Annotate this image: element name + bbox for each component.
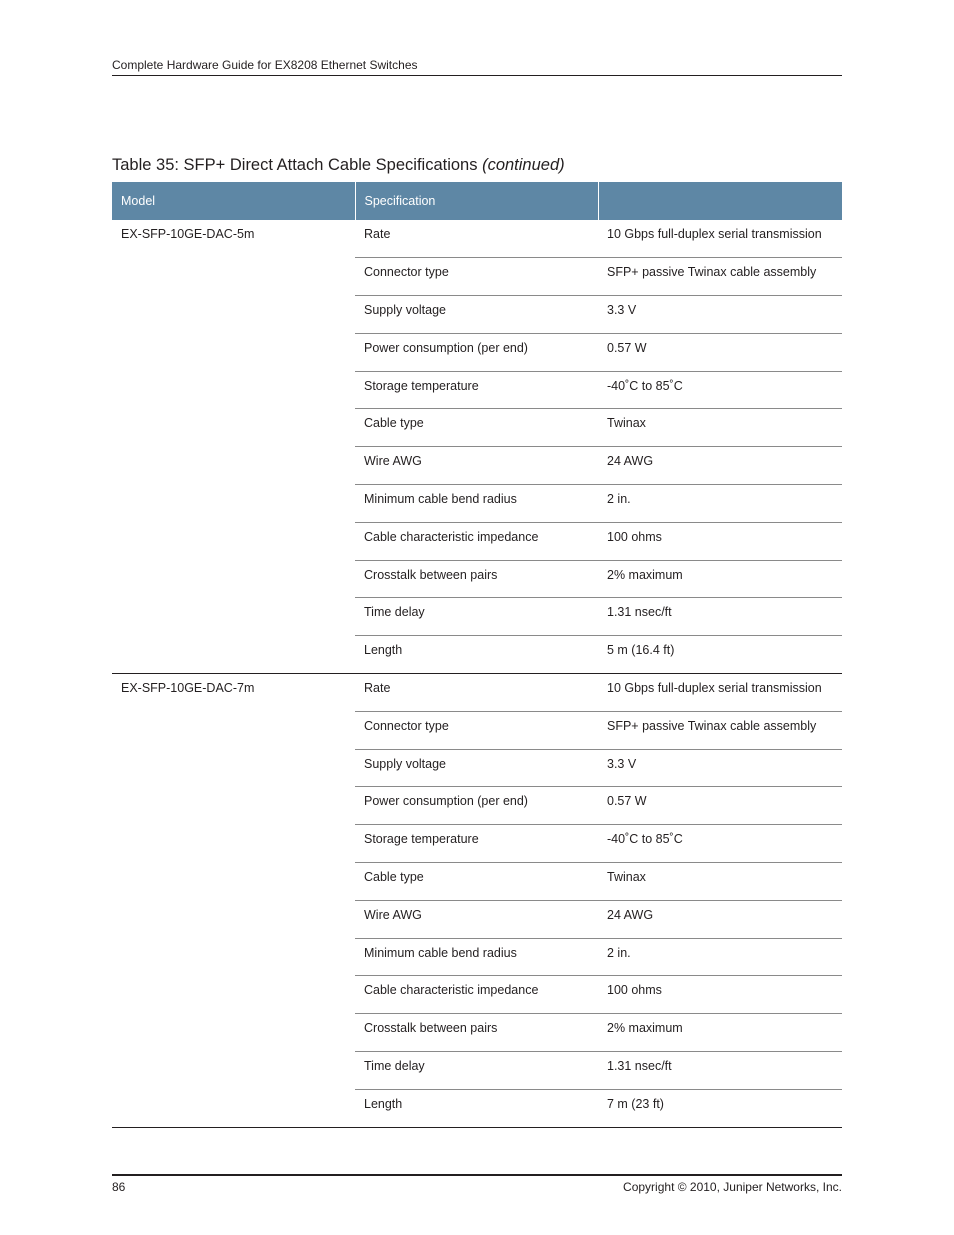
value-cell: 10 Gbps full-duplex serial transmission xyxy=(598,220,842,258)
specification-cell: Length xyxy=(355,636,598,674)
copyright-notice: Copyright © 2010, Juniper Networks, Inc. xyxy=(623,1180,842,1194)
specification-cell: Time delay xyxy=(355,598,598,636)
table-header-row xyxy=(112,182,842,220)
value-cell: SFP+ passive Twinax cable assembly xyxy=(598,711,842,749)
model-cell: EX-SFP-10GE-DAC-7m xyxy=(112,674,355,1128)
specification-cell: Storage temperature xyxy=(355,825,598,863)
value-cell: 24 AWG xyxy=(598,447,842,485)
specification-cell: Supply voltage xyxy=(355,296,598,334)
value-cell: 100 ohms xyxy=(598,522,842,560)
value-cell: 3.3 V xyxy=(598,749,842,787)
specification-cell: Length xyxy=(355,1089,598,1127)
table-caption-title: Table 35: SFP+ Direct Attach Cable Specifications xyxy=(112,156,483,174)
specification-cell: Minimum cable bend radius xyxy=(355,485,598,523)
specification-cell: Cable type xyxy=(355,409,598,447)
specification-cell: Time delay xyxy=(355,1052,598,1090)
value-cell: 0.57 W xyxy=(598,333,842,371)
value-cell: 2% maximum xyxy=(598,1014,842,1052)
value-cell: 1.31 nsec/ft xyxy=(598,598,842,636)
value-cell: Twinax xyxy=(598,409,842,447)
spec-table xyxy=(112,182,842,1128)
table-caption-continued: (continued) xyxy=(482,156,565,174)
table-body xyxy=(112,220,842,1127)
specification-cell: Cable characteristic impedance xyxy=(355,522,598,560)
specification-cell: Cable type xyxy=(355,863,598,901)
column-header-specification: Specification xyxy=(355,182,598,220)
value-cell: 3.3 V xyxy=(598,296,842,334)
column-header-value xyxy=(598,182,842,220)
specification-cell: Connector type xyxy=(355,258,598,296)
specification-cell: Crosstalk between pairs xyxy=(355,560,598,598)
running-header: Complete Hardware Guide for EX8208 Ethernet Switches xyxy=(112,57,842,76)
table-caption xyxy=(112,154,565,176)
value-cell: -40˚C to 85˚C xyxy=(598,371,842,409)
specification-cell: Crosstalk between pairs xyxy=(355,1014,598,1052)
specification-cell: Connector type xyxy=(355,711,598,749)
value-cell: 2% maximum xyxy=(598,560,842,598)
value-cell: 1.31 nsec/ft xyxy=(598,1052,842,1090)
value-cell: 0.57 W xyxy=(598,787,842,825)
value-cell: 2 in. xyxy=(598,485,842,523)
value-cell: 7 m (23 ft) xyxy=(598,1089,842,1127)
value-cell: -40˚C to 85˚C xyxy=(598,825,842,863)
specification-cell: Wire AWG xyxy=(355,447,598,485)
value-cell: 5 m (16.4 ft) xyxy=(598,636,842,674)
table-row xyxy=(112,220,842,258)
specification-cell: Minimum cable bend radius xyxy=(355,938,598,976)
value-cell: Twinax xyxy=(598,863,842,901)
value-cell: 2 in. xyxy=(598,938,842,976)
page-number: 86 xyxy=(112,1180,126,1194)
running-footer xyxy=(112,1174,842,1194)
specification-cell: Supply voltage xyxy=(355,749,598,787)
specification-cell: Rate xyxy=(355,674,598,712)
model-cell: EX-SFP-10GE-DAC-5m xyxy=(112,220,355,674)
specification-cell: Power consumption (per end) xyxy=(355,333,598,371)
value-cell: SFP+ passive Twinax cable assembly xyxy=(598,258,842,296)
value-cell: 10 Gbps full-duplex serial transmission xyxy=(598,674,842,712)
value-cell: 24 AWG xyxy=(598,900,842,938)
specification-cell: Wire AWG xyxy=(355,900,598,938)
column-header-model: Model xyxy=(112,182,355,220)
specification-cell: Storage temperature xyxy=(355,371,598,409)
table-row xyxy=(112,674,842,712)
specification-cell: Rate xyxy=(355,220,598,258)
value-cell: 100 ohms xyxy=(598,976,842,1014)
specification-cell: Power consumption (per end) xyxy=(355,787,598,825)
specification-cell: Cable characteristic impedance xyxy=(355,976,598,1014)
